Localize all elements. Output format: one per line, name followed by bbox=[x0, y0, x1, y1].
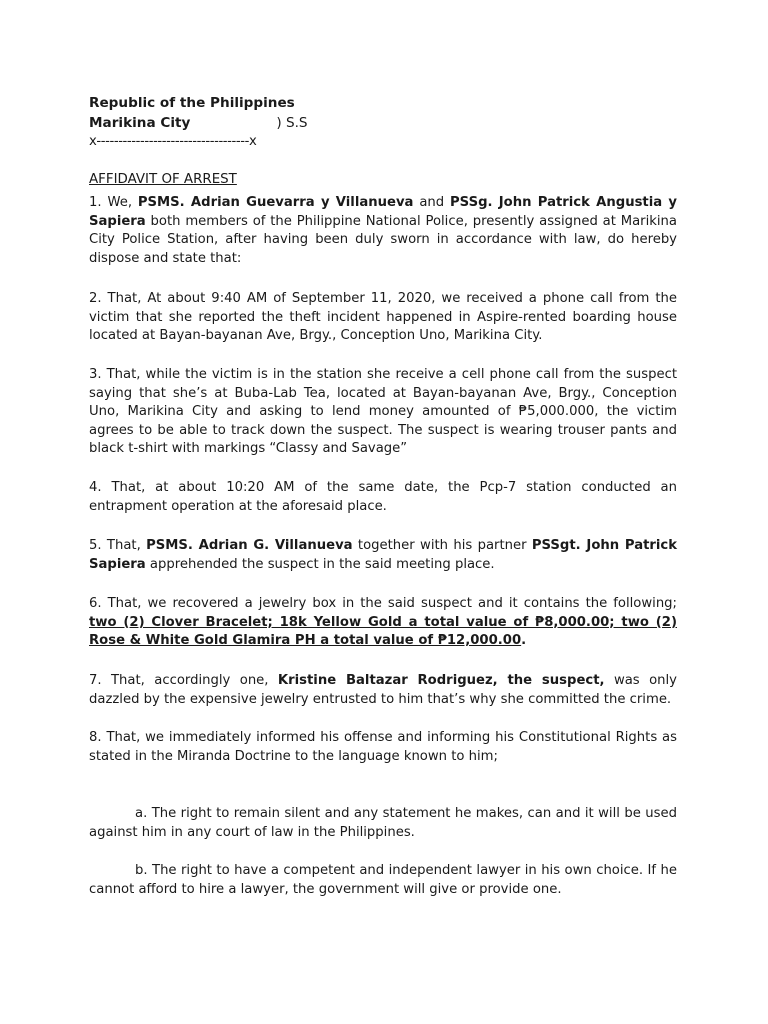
paragraph-7 bbox=[89, 672, 677, 709]
p5-officer-2: PSSgt. John Patrick Sapiera bbox=[89, 538, 678, 572]
ss-mark: ) S.S bbox=[276, 115, 308, 131]
p1-text-a: 1. We, bbox=[89, 195, 138, 210]
sub-item-a: a. The right to remain silent and any statement he makes, can and it will be used against him in any court of law in the Philippines. bbox=[89, 806, 677, 840]
p7-suspect-name: Kristine Baltazar Rodriguez, the suspect, bbox=[277, 673, 605, 688]
header-block bbox=[89, 93, 308, 151]
city-line bbox=[89, 113, 308, 133]
p6-text-a: 6. That, we recovered a jewelry box in the said suspect and it contains the following; bbox=[89, 596, 677, 611]
paragraph-6 bbox=[89, 595, 677, 651]
p7-text-c: was only dazzled by the expensive jewelry entrusted to him that’s why she committed the crime. bbox=[89, 673, 677, 707]
paragraph-5 bbox=[89, 537, 677, 574]
paragraph-8: 8. That, we immediately informed his offense and informing his Constitutional Rights as stated in the Miranda Doctrine to the language known to him; bbox=[89, 730, 677, 764]
p5-text-a: 5. That, bbox=[89, 538, 147, 553]
paragraph-4: 4. That, at about 10:20 AM of the same date, the Pcp-7 station conducted an entrapment operation at the aforesaid place. bbox=[89, 480, 677, 514]
paragraph-3: 3. That, while the victim is in the station she receive a cell phone call from the suspect saying that she’s at Buba-Lab Tea, located at Bayan-bayanan Ave, Brgy., Conception Uno, Marikina City and asking to lend money amounted of ₱5,000.000, the victim agrees to be able to track down the suspect. The suspect is wearing trouser pants and black t-shirt with markings “Classy and Savage” bbox=[89, 367, 677, 457]
p1-text-c: and bbox=[413, 195, 450, 210]
p1-officer-2: PSSg. John Patrick Angustia y Sapiera bbox=[89, 195, 678, 229]
separator-line: x-----------------------------------x bbox=[89, 134, 257, 149]
paragraph-1 bbox=[89, 194, 677, 268]
republic-line: Republic of the Philippines bbox=[89, 95, 295, 111]
sub-item-b: b. The right to have a competent and independent lawyer in his own choice. If he cannot afford to hire a lawyer, the government will give or provide one. bbox=[89, 863, 677, 897]
p7-text-a: 7. That, accordingly one, bbox=[89, 673, 278, 688]
p6-period: . bbox=[521, 633, 527, 649]
p5-text-e: apprehended the suspect in the said meeting place. bbox=[145, 556, 495, 572]
p6-items-list: two (2) Clover Bracelet; 18k Yellow Gold a total value of ₱8,000.00; two (2) Rose & White Gold Glamira PH a total value of ₱12,000.00 bbox=[89, 614, 677, 649]
p5-officer-1: PSMS. Adrian G. Villanueva bbox=[146, 538, 353, 553]
p5-text-c: together with his partner bbox=[352, 538, 532, 553]
document-title: AFFIDAVIT OF ARREST bbox=[89, 172, 237, 187]
city-name: Marikina City bbox=[89, 115, 191, 131]
p1-officer-1: PSMS. Adrian Guevarra y Villanueva bbox=[137, 195, 414, 210]
p1-text-e: both members of the Philippine National Police, presently assigned at Marikina City Police Station, after having been duly sworn in accordance with law, do hereby dispose and state that: bbox=[89, 213, 677, 266]
paragraph-2: 2. That, At about 9:40 AM of September 11, 2020, we received a phone call from the victim that she reported the theft incident happened in Aspire-rented boarding house located at Bayan-bayanan Ave, Brgy., Conception Uno, Marikina City. bbox=[89, 291, 677, 344]
